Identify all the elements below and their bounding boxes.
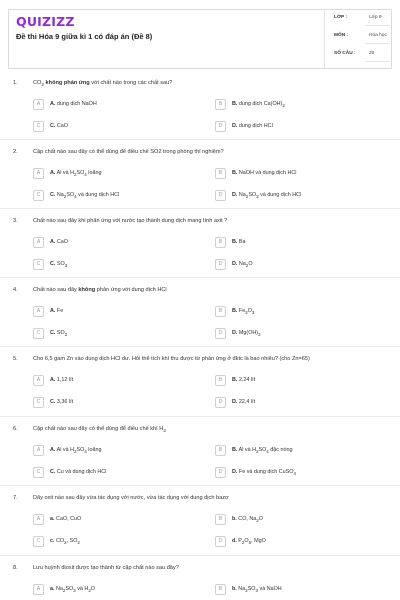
option-letter-box: A	[33, 99, 44, 110]
question-divider	[0, 139, 400, 140]
option-letter-box: D	[215, 259, 226, 270]
question-number: 3.	[13, 218, 18, 224]
meta-label: MÔN :	[334, 33, 349, 38]
option-letter-box: A	[33, 445, 44, 456]
option-text: C. $SO_3$	[50, 261, 68, 269]
question-text: Cặp chất nào sau đây có thể dùng để điều chế khí $H_2$	[33, 426, 166, 434]
option-letter-box: C	[33, 121, 44, 132]
option-letter-box: A	[33, 168, 44, 179]
question-divider	[0, 277, 400, 278]
quizizz-logo: QUIZIZZ	[16, 14, 75, 29]
option-letter-box: B	[215, 237, 226, 248]
option-text: D. $Na_2SO_3$ và dung dịch HCl	[232, 192, 302, 200]
option-text: D. Fe và dung dịch CuSO$_4$	[232, 469, 296, 477]
question-number: 4.	[13, 287, 18, 293]
option-text: D. 22,4 lít	[232, 399, 256, 405]
meta-row-count	[325, 48, 394, 62]
question-text: Cho 6,5 gam Zn vào dung dịch HCl dư. Hỏi thể tích khí thu được từ phản ứng ở đktc là bao nhiêu? (cho Zn=65)	[33, 356, 310, 362]
option-letter-box: A	[33, 514, 44, 525]
question-text: Lưu huỳnh đioxit được tạo thành từ cặp chất nào sau đây?	[33, 565, 179, 571]
question-text: Dãy oxit nào sau đây vừa tác dụng với nước, vừa tác dụng với dung dịch bazơ	[33, 495, 229, 501]
option-text: B. Ba	[232, 239, 246, 245]
option-text: D. $Na_2O$	[232, 261, 253, 269]
option-letter-box: C	[33, 467, 44, 478]
meta-row-class	[325, 12, 394, 26]
option-text: a. CaO, CuO	[50, 516, 82, 522]
option-text: c. $CO_2$, $SO_2$	[50, 538, 80, 546]
option-text: A. dung dịch NaOH	[50, 101, 97, 107]
option-text: b. CO, $Na_2O$	[232, 516, 263, 524]
question-divider	[0, 346, 400, 347]
option-text: d. $P_2O_5$, MgO	[232, 538, 266, 546]
question-divider	[0, 485, 400, 486]
option-letter-box: C	[33, 536, 44, 547]
option-letter-box: D	[215, 190, 226, 201]
meta-panel	[324, 10, 393, 68]
option-letter-box: C	[33, 328, 44, 339]
meta-line	[365, 25, 390, 26]
option-text: A. Al và $H_2SO_4$ loãng	[50, 447, 102, 455]
question-number: 6.	[13, 426, 18, 432]
option-letter-box: B	[215, 584, 226, 595]
option-letter-box: B	[215, 99, 226, 110]
option-letter-box: A	[33, 375, 44, 386]
question-divider	[0, 416, 400, 417]
option-letter-box: B	[215, 445, 226, 456]
worksheet-header	[8, 9, 392, 69]
question-divider	[0, 555, 400, 556]
option-text: B. $Fe_2O_3$	[232, 308, 255, 316]
document-title: Đề thi Hóa 9 giữa kì 1 có đáp án (Đề 8)	[16, 32, 153, 41]
option-letter-box: B	[215, 306, 226, 317]
option-text: B. Al và $H_2SO_4$ đặc nóng	[232, 447, 293, 455]
option-letter-box: B	[215, 514, 226, 525]
option-letter-box: D	[215, 467, 226, 478]
option-text: D. dung dịch HCl	[232, 123, 273, 129]
meta-value: Hóa học	[369, 33, 387, 38]
option-text: A. CaO	[50, 239, 68, 245]
option-letter-box: A	[33, 306, 44, 317]
question-number: 5.	[13, 356, 18, 362]
option-text: B. dung dịch $Ca(OH)_2$	[232, 101, 285, 109]
question-number: 2.	[13, 149, 18, 155]
option-letter-box: D	[215, 536, 226, 547]
meta-label: SỐ CÂU :	[334, 51, 356, 56]
meta-line	[365, 43, 390, 44]
option-text: A. 1,12 lít	[50, 377, 74, 383]
option-text: D. $Mg(OH)_2$	[232, 330, 261, 338]
meta-row-subject	[325, 30, 394, 44]
option-letter-box: A	[33, 237, 44, 248]
meta-line	[365, 61, 390, 62]
question-text: $CO_2$ không phản ứng với chất nào trong các chất sau?	[33, 80, 173, 88]
question-number: 7.	[13, 495, 18, 501]
question-text: Chất nào sau đây khi phản ứng với nước tạo thành dung dịch mang tính axit ?	[33, 218, 228, 224]
question-number: 1.	[13, 80, 18, 86]
question-number: 8.	[13, 565, 18, 571]
option-letter-box: C	[33, 190, 44, 201]
option-letter-box: D	[215, 328, 226, 339]
option-text: C. Cu và dung dịch HCl	[50, 469, 107, 475]
option-text: B. 2,24 lít	[232, 377, 256, 383]
option-letter-box: D	[215, 397, 226, 408]
option-letter-box: B	[215, 375, 226, 386]
option-text: a. $Na_2SO_3$ và $H_2O$	[50, 586, 96, 594]
question-text: Cặp chất nào sau đây có thể dùng để điều chế SO2 trong phòng thí nghiệm?	[33, 149, 224, 155]
option-text: A. Fe	[50, 308, 64, 314]
option-letter-box: C	[33, 397, 44, 408]
option-text: C. 3,36 lít	[50, 399, 74, 405]
option-text: A. Al và $H_2SO_4$ loãng	[50, 170, 102, 178]
option-letter-box: B	[215, 168, 226, 179]
option-text: b. $Na_2SO_3$ và NaOH	[232, 586, 282, 594]
option-letter-box: D	[215, 121, 226, 132]
option-letter-box: A	[33, 584, 44, 595]
option-text: C. CaO	[50, 123, 68, 129]
option-text: C. $Na_2SO_4$ và dung dịch HCl	[50, 192, 120, 200]
option-text: B. NaOH và dung dịch HCl	[232, 170, 297, 176]
meta-label: LỚP :	[334, 15, 348, 20]
option-text: C. $SO_2$	[50, 330, 68, 338]
meta-value: Lớp 9	[369, 15, 382, 20]
question-text: Chất nào sau đây không phản ứng với dung dịch HCl	[33, 287, 167, 293]
question-divider	[0, 208, 400, 209]
meta-value: 20	[369, 51, 375, 56]
option-letter-box: C	[33, 259, 44, 270]
